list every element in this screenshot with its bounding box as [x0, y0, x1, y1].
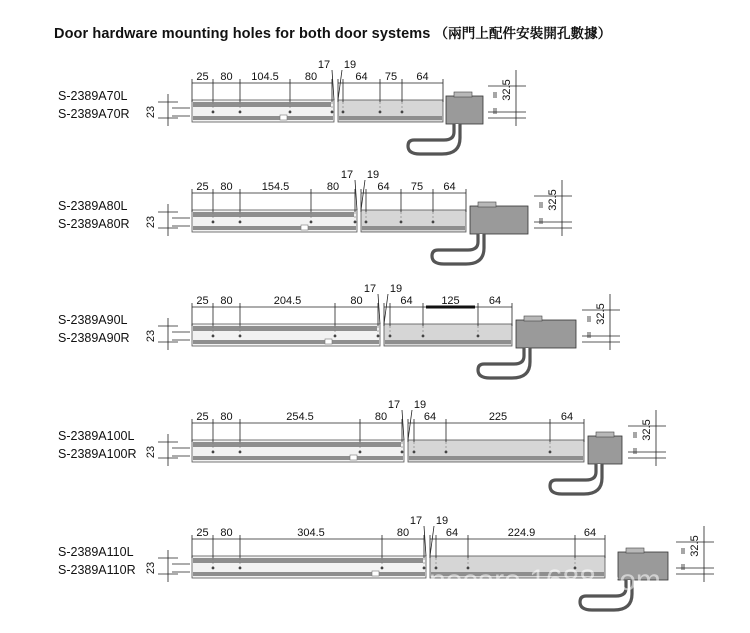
dimension-label-2: 154.5	[261, 181, 290, 193]
mounting-hole	[401, 451, 404, 454]
dimension-label-1: 80	[220, 181, 233, 193]
mounting-hole	[379, 111, 382, 114]
mounting-hole	[239, 567, 242, 570]
product-code-left: S-2389A90L	[58, 313, 128, 327]
mounting-hole	[354, 221, 357, 224]
mounting-hole	[239, 451, 242, 454]
mounting-hole	[477, 335, 480, 338]
mounting-hole	[310, 221, 313, 224]
lock-head	[446, 96, 483, 124]
product-code-left: S-2389A110L	[58, 545, 134, 559]
product-code-right: S-2389A70R	[58, 107, 130, 121]
slot-marker	[280, 115, 287, 120]
lock-head	[516, 320, 576, 348]
lock-head	[588, 436, 622, 464]
dimension-label-6: 64	[583, 527, 597, 539]
dimension-label-4: 64	[445, 527, 459, 539]
door-handle	[432, 234, 484, 264]
height-label: 23	[145, 105, 157, 119]
left-door-base	[193, 340, 379, 344]
dimension-label-5: 225	[488, 411, 508, 423]
dimension-label-4: 64	[355, 71, 368, 83]
mounting-hole	[401, 111, 404, 114]
dimension-label-0: 25	[196, 181, 209, 193]
left-door-rail	[193, 558, 423, 563]
mounting-hole	[381, 567, 384, 570]
door-handle	[408, 124, 460, 154]
mounting-hole	[212, 221, 215, 224]
height-label: 23	[145, 445, 157, 459]
lock-cylinder	[626, 548, 644, 553]
mounting-hole	[432, 221, 435, 224]
mounting-hole	[423, 567, 426, 570]
mounting-hole	[359, 451, 362, 454]
watermark: nocare 1688 com	[429, 564, 661, 597]
dimension-label-0: 25	[196, 527, 209, 539]
slot-marker	[350, 455, 357, 460]
dimension-label-6: 64	[443, 181, 456, 193]
title-main: Door hardware mounting holes for both door systems	[54, 26, 431, 42]
gap-label-17: 17	[387, 399, 401, 411]
mounting-hole	[389, 335, 392, 338]
product-code-right: S-2389A100R	[58, 447, 137, 461]
dimension-label-5: 125	[441, 295, 460, 307]
dimension-label-5: 75	[410, 181, 424, 193]
mounting-hole	[413, 451, 416, 454]
left-door-base	[193, 226, 356, 230]
dimension-label-2: 304.5	[297, 527, 325, 539]
height-label: 23	[145, 215, 157, 229]
mounting-hole	[212, 567, 215, 570]
gap-label-17: 17	[317, 59, 331, 71]
dimension-label-5: 75	[384, 71, 398, 83]
side-dimension-label: 32.5	[689, 535, 701, 557]
dimension-label-2: 204.5	[273, 295, 302, 307]
gap-leader	[361, 180, 365, 210]
mounting-hole	[549, 451, 552, 454]
mounting-hole	[212, 451, 215, 454]
mounting-hole	[334, 335, 337, 338]
right-door-base	[362, 226, 465, 230]
dimension-label-3: 80	[350, 295, 363, 307]
left-door-rail	[193, 212, 354, 217]
mounting-hole	[239, 221, 242, 224]
side-dimension-label: 32.5	[547, 189, 559, 211]
gap-label-17: 17	[340, 169, 354, 181]
dimension-label-4: 64	[423, 411, 437, 423]
dimension-label-3: 80	[304, 71, 318, 83]
lock-cylinder	[478, 202, 496, 207]
dimension-label-2: 254.5	[286, 411, 314, 423]
mounting-hole	[212, 111, 215, 114]
slot-marker	[301, 225, 308, 230]
dimension-label-3: 80	[374, 411, 388, 423]
lock-head	[470, 206, 528, 234]
dimension-label-4: 64	[377, 181, 390, 193]
dimension-label-3: 80	[396, 527, 410, 539]
mounting-hole	[212, 335, 215, 338]
dimension-label-0: 25	[196, 71, 209, 83]
dimension-label-5: 224.9	[507, 527, 536, 539]
left-door-base	[193, 572, 425, 576]
gap-leader	[430, 526, 434, 556]
gap-leader	[338, 70, 342, 100]
product-code-right: S-2389A110R	[58, 563, 136, 577]
slot-marker	[325, 339, 332, 344]
dimension-label-6: 64	[488, 295, 502, 307]
right-door-base	[409, 456, 583, 460]
dimension-label-6: 64	[560, 411, 574, 423]
dimension-label-4: 64	[400, 295, 413, 307]
side-dimension-label: 32.5	[641, 419, 653, 441]
door-handle	[478, 348, 530, 378]
door-handle	[550, 464, 602, 494]
side-dimension-label: 32.5	[501, 79, 513, 101]
slot-marker	[372, 571, 379, 576]
gap-label-17: 17	[363, 283, 377, 295]
mounting-hole	[422, 335, 425, 338]
height-label: 23	[145, 561, 157, 575]
dimension-label-0: 25	[196, 295, 209, 307]
gap-label-17: 17	[409, 515, 423, 527]
product-code-left: S-2389A100L	[58, 429, 135, 443]
gap-label-19: 19	[435, 515, 449, 527]
lock-cylinder	[454, 92, 472, 97]
title-sub: （兩門上配件安裝開孔數據）	[434, 26, 612, 42]
left-door-base	[193, 116, 333, 120]
lock-cylinder	[524, 316, 542, 321]
product-code-right: S-2389A80R	[58, 217, 130, 231]
left-door-rail	[193, 442, 401, 447]
dimension-label-1: 80	[220, 527, 233, 539]
right-door-base	[385, 340, 511, 344]
dimension-label-6: 64	[416, 71, 429, 83]
gap-label-19: 19	[366, 169, 380, 181]
mounting-hole	[342, 111, 345, 114]
left-door-rail	[193, 102, 331, 107]
dimension-label-2: 104.5	[251, 71, 279, 83]
gap-leader	[408, 410, 412, 440]
dimension-label-0: 25	[196, 411, 209, 423]
product-code-right: S-2389A90R	[58, 331, 130, 345]
mounting-hole	[400, 221, 403, 224]
mounting-hole	[239, 335, 242, 338]
gap-label-19: 19	[389, 283, 403, 295]
right-door-base	[339, 116, 442, 120]
left-door-rail	[193, 326, 377, 331]
mounting-hole	[377, 335, 380, 338]
height-label: 23	[145, 329, 157, 343]
mounting-hole	[239, 111, 242, 114]
lock-cylinder	[596, 432, 614, 437]
gap-label-19: 19	[413, 399, 427, 411]
mounting-hole	[331, 111, 334, 114]
mounting-hole	[445, 451, 448, 454]
product-code-left: S-2389A70L	[58, 89, 128, 103]
mounting-hole	[289, 111, 292, 114]
product-code-left: S-2389A80L	[58, 199, 128, 213]
gap-leader	[384, 294, 388, 324]
mounting-hole	[365, 221, 368, 224]
left-door-base	[193, 456, 403, 460]
dimension-label-1: 80	[220, 295, 233, 307]
gap-label-19: 19	[343, 59, 357, 71]
dimension-label-3: 80	[326, 181, 340, 193]
dimension-label-1: 80	[220, 411, 233, 423]
dimension-label-1: 80	[220, 71, 233, 83]
side-dimension-label: 32.5	[595, 303, 607, 325]
